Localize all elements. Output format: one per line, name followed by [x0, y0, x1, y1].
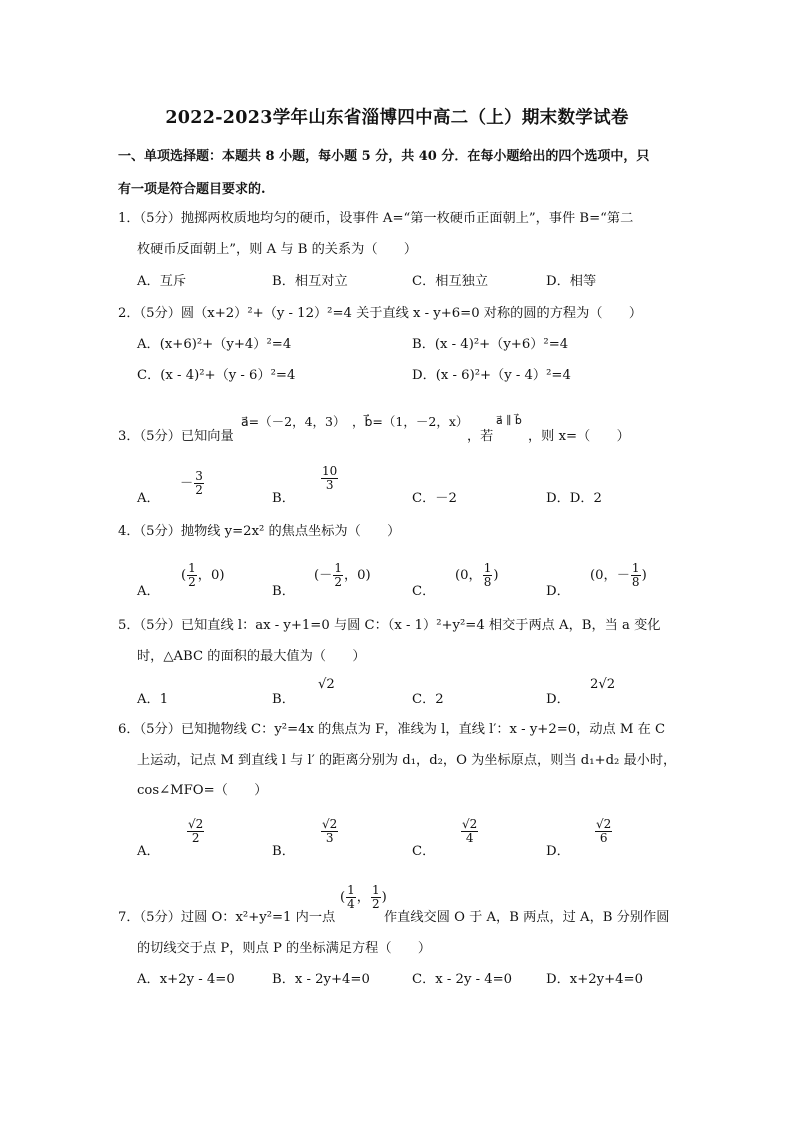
q3-stem-start: 3．（5分）已知向量 [118, 429, 234, 444]
q3-option-b-fraction [321, 465, 338, 492]
q7-point-y-denominator: 2 [371, 897, 380, 911]
q6-stem-line3: cos∠MFO=（ ） [137, 783, 268, 798]
q7-point-x-numerator: 1 [347, 883, 355, 897]
q3-option-a-label[interactable]: A． [137, 491, 160, 506]
q4-d-denominator: 8 [631, 575, 640, 589]
q5-option-a[interactable]: A．1 [137, 692, 169, 707]
q4-b-numerator: 1 [334, 561, 342, 575]
q1-option-b[interactable]: B．相互对立 [272, 274, 348, 289]
q6-b-denominator: 3 [325, 831, 334, 845]
q4-a-numerator: 1 [188, 561, 196, 575]
q3-option-b-value [320, 465, 339, 492]
q6-option-c-value [460, 818, 479, 845]
q7-stem-start: 7．（5分）过圆 O：x²+y²=1 内一点 [118, 910, 336, 925]
q5-option-b-label[interactable]: B． [272, 692, 295, 707]
page-title: 2022-2023学年山东省淄博四中高二（上）期末数学试卷 [165, 108, 629, 128]
q6-b-numerator: √2 [322, 817, 338, 831]
q6-c-numerator: √2 [462, 817, 478, 831]
q4-option-c-label[interactable]: C． [412, 584, 436, 599]
q4-option-c-value: (0， $\frac{1}{8}$ ) [455, 561, 499, 589]
q6-c-denominator: 4 [465, 831, 474, 845]
q3-vector-a: a⃗=（－2，4，3） [241, 414, 346, 429]
q4-a-fraction [187, 562, 197, 589]
q6-option-c-label[interactable]: C． [412, 844, 436, 859]
q1-option-d[interactable]: D．相等 [546, 274, 597, 289]
q6-d-fraction [595, 818, 612, 845]
q3-option-b-label[interactable]: B． [272, 491, 295, 506]
q4-c-numerator: 1 [483, 561, 492, 575]
q7-stem-end: 作直线交圆 O 于 A，B 两点，过 A，B 分别作圆 [384, 910, 670, 925]
q4-stem: 4．（5分）抛物线 y=2x² 的焦点坐标为（ ） [118, 524, 401, 539]
q3-option-b-numerator: 10 [322, 464, 338, 478]
q2-stem: 2．（5分）圆（x+2）²+（y - 12）²=4 关于直线 x - y+6=0 对称的圆的方程为（ ） [118, 306, 643, 321]
q4-option-a-value: ( $\frac{1}{2}$ ，0) [181, 561, 225, 589]
q6-c-fraction [461, 818, 478, 845]
q6-option-a-value [186, 818, 205, 845]
q4-option-b-label[interactable]: B． [272, 584, 295, 599]
q3-option-a-fraction [194, 470, 204, 497]
q7-point-close: ) [381, 890, 387, 905]
q3-option-d[interactable]: D．D．2 [546, 491, 602, 506]
q7-point [340, 884, 387, 911]
q6-option-d-label[interactable]: D． [546, 844, 570, 859]
q4-d-numerator: 1 [631, 561, 640, 575]
section-header-line2: 有一项是符合题目要求的. [118, 182, 266, 197]
q3-option-a-sign: － [180, 476, 194, 491]
q7-point-comma: ， [356, 890, 370, 905]
q7-point-open: ( [340, 890, 346, 905]
q3-vector-b: ，b⃗=（1，－2，x） [352, 414, 469, 429]
q3-stem-mid: ，若 [467, 429, 494, 444]
q5-stem-line1: 5．（5分）已知直线 l：ax - y+1=0 与圆 C：（x - 1）²+y²=4 相交于两点 A，B，当 a 变化 [118, 618, 661, 633]
q3-option-b-denominator: 3 [325, 478, 334, 492]
q1-stem-line1: 1．（5分）抛掷两枚质地均匀的硬币，设事件 A=“第一枚硬币正面朝上”，事件 B=“第二 [118, 211, 634, 226]
q5-option-d-label[interactable]: D． [546, 692, 570, 707]
q1-stem-line2: 枚硬币反面朝上”，则 A 与 B 的关系为（ ） [137, 242, 418, 257]
q3-option-c[interactable]: C．－2 [412, 491, 457, 506]
q3-option-a-denominator: 2 [195, 483, 203, 497]
q6-stem-line1: 6．（5分）已知抛物线 C：y²=4x 的焦点为 F，准线为 l，直线 l′：x - y+2=0，动点 M 在 C [118, 722, 666, 737]
q7-point-y-numerator: 1 [371, 883, 380, 897]
q7-point-y-fraction [371, 884, 381, 911]
q4-d-fraction [631, 562, 641, 589]
q3-option-a-numerator: 3 [195, 469, 203, 483]
q4-b-fraction [333, 562, 343, 589]
q5-option-b-value: √2 [318, 677, 335, 692]
q7-point-x-fraction [346, 884, 356, 911]
q6-a-numerator: √2 [188, 817, 204, 831]
q6-option-d-value [594, 818, 613, 845]
q4-b-denominator: 2 [334, 575, 342, 589]
q4-c-fraction [483, 562, 493, 589]
q1-option-a[interactable]: A．互斥 [137, 274, 187, 289]
q6-d-denominator: 6 [599, 831, 608, 845]
q7-option-d[interactable]: D．x+2y+4=0 [546, 972, 643, 987]
q4-option-a-label[interactable]: A． [137, 584, 160, 599]
q6-option-a-label[interactable]: A． [137, 844, 160, 859]
q2-option-c[interactable]: C．(x - 4)²+（y - 6）²=4 [137, 368, 296, 383]
q7-option-b[interactable]: B．x - 2y+4=0 [272, 972, 370, 987]
q7-stem-line2: 的切线交于点 P，则点 P 的坐标满足方程（ ） [137, 941, 432, 956]
q3-option-a-value [180, 470, 205, 497]
q3-stem-end: ，则 x=（ ） [528, 429, 630, 444]
q6-option-b-label[interactable]: B． [272, 844, 295, 859]
q4-c-denominator: 8 [483, 575, 492, 589]
q1-option-c[interactable]: C．相互独立 [412, 274, 489, 289]
q3-parallel-expr: a⃗ ∥ b⃗ [496, 414, 522, 427]
q4-a-denominator: 2 [188, 575, 196, 589]
q5-option-d-value: 2√2 [590, 677, 616, 692]
q4-option-d-label[interactable]: D． [546, 584, 570, 599]
q2-option-b[interactable]: B．(x - 4)²+（y+6）²=4 [412, 337, 569, 352]
q5-option-c[interactable]: C．2 [412, 692, 444, 707]
q6-d-numerator: √2 [596, 817, 612, 831]
q6-b-fraction [321, 818, 338, 845]
q7-option-a[interactable]: A．x+2y - 4=0 [137, 972, 235, 987]
q2-option-a[interactable]: A．(x+6)²+（y+4）²=4 [137, 337, 292, 352]
q5-stem-line2: 时，△ABC 的面积的最大值为（ ） [137, 649, 366, 664]
q6-option-b-value [320, 818, 339, 845]
q6-a-fraction [187, 818, 204, 845]
q7-point-x-denominator: 4 [347, 897, 355, 911]
q7-option-c[interactable]: C．x - 2y - 4=0 [412, 972, 513, 987]
q6-a-denominator: 2 [191, 831, 200, 845]
q6-stem-line2: 上运动，记点 M 到直线 l 与 l′ 的距离分别为 d₁，d₂，O 为坐标原点，则当 d₁+d₂ 最小时， [137, 753, 677, 768]
q4-option-d-value: (0，－ $\frac{1}{8}$ ) [590, 561, 647, 589]
q2-option-d[interactable]: D．(x - 6)²+（y - 4）²=4 [412, 368, 571, 383]
section-header-line1: 一、单项选择题：本题共 8 小题，每小题 5 分，共 40 分．在每小题给出的四个选项中，只 [118, 149, 650, 164]
q4-option-b-value: (－ $\frac{1}{2}$ ，0) [314, 561, 371, 589]
